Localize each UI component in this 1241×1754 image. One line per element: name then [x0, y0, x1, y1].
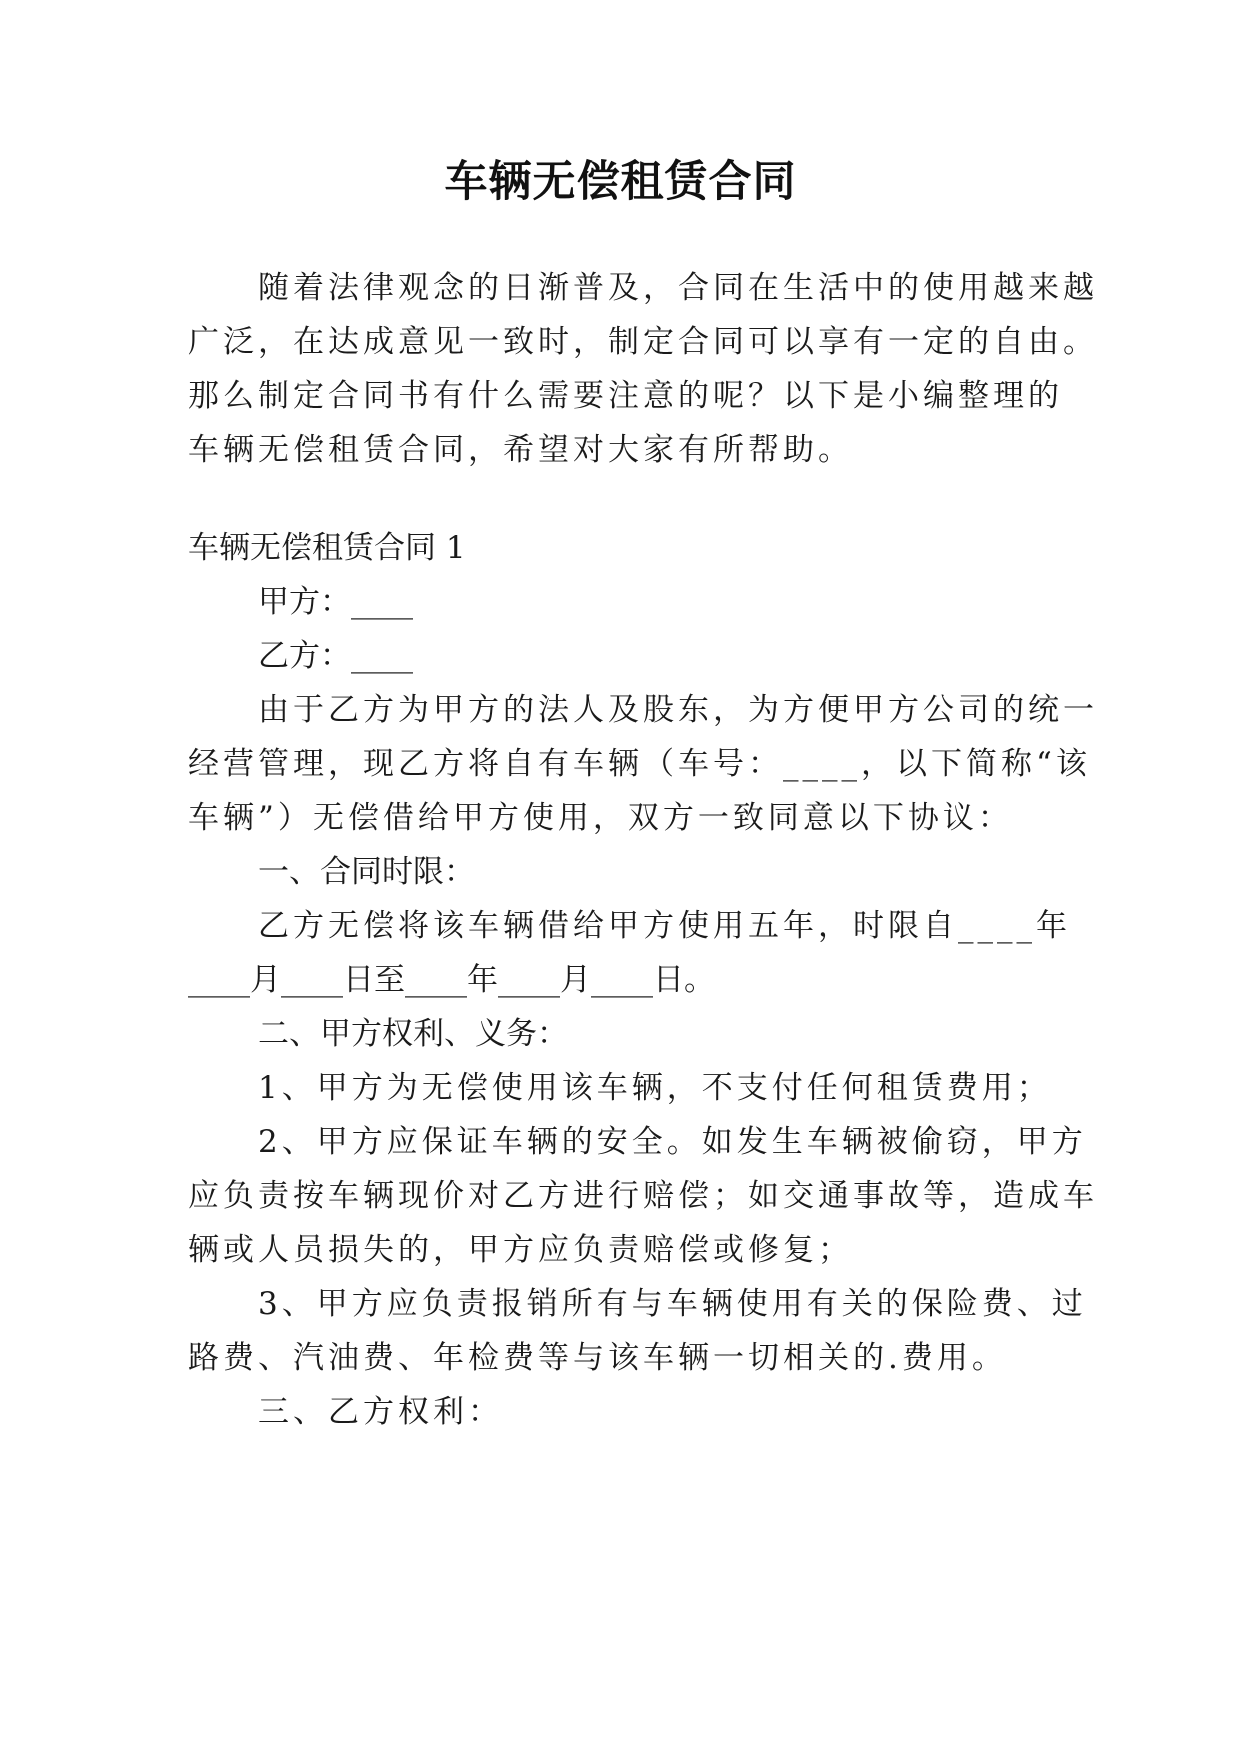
clause-2-item-3-line-2: 路费、汽油费、年检费等与该车辆一切相关的.费用。 — [188, 1340, 1007, 1376]
intro-line-1: 随着法律观念的日渐普及，合同在生活中的使用越来越 — [258, 270, 1098, 306]
clause-1-heading: 一、合同时限： — [258, 854, 475, 890]
clause-1-line-2: ____月____日至____年____月____日。 — [188, 962, 715, 998]
intro-line-4: 车辆无偿租赁合同，希望对大家有所帮助。 — [188, 432, 853, 468]
clause-1-line-1: 乙方无偿将该车辆借给甲方使用五年，时限自____年 — [258, 908, 1071, 944]
preamble-line-1: 由于乙方为甲方的法人及股东，为方便甲方公司的统一 — [258, 692, 1098, 728]
clause-2-item-3-line-1: 3、甲方应负责报销所有与车辆使用有关的保险费、过 — [258, 1286, 1087, 1322]
clause-2-item-2-line-3: 辆或人员损失的，甲方应负责赔偿或修复； — [188, 1232, 853, 1268]
intro-line-2: 广泛，在达成意见一致时，制定合同可以享有一定的自由。 — [188, 324, 1098, 360]
clause-2-item-1: 1、甲方为无偿使用该车辆，不支付任何租赁费用； — [258, 1070, 1052, 1106]
preamble-line-2: 经营管理，现乙方将自有车辆（车号：____，以下简称“该 — [188, 746, 1091, 782]
section-heading: 车辆无偿租赁合同 1 — [188, 530, 466, 566]
party-b-line: 乙方：____ — [258, 638, 413, 674]
preamble-line-3: 车辆”）无偿借给甲方使用，双方一致同意以下协议： — [188, 800, 1013, 836]
clause-2-item-2-line-2: 应负责按车辆现价对乙方进行赔偿；如交通事故等，造成车 — [188, 1178, 1098, 1214]
intro-line-3: 那么制定合同书有什么需要注意的呢？以下是小编整理的 — [188, 378, 1063, 414]
clause-2-heading: 二、甲方权利、义务： — [258, 1016, 568, 1052]
party-a-line: 甲方：____ — [258, 584, 413, 620]
clause-2-item-2-line-1: 2、甲方应保证车辆的安全。如发生车辆被偷窃，甲方 — [258, 1124, 1087, 1160]
document-title: 车辆无偿租赁合同 — [444, 157, 797, 207]
clause-3-heading: 三、乙方权利： — [258, 1394, 503, 1430]
